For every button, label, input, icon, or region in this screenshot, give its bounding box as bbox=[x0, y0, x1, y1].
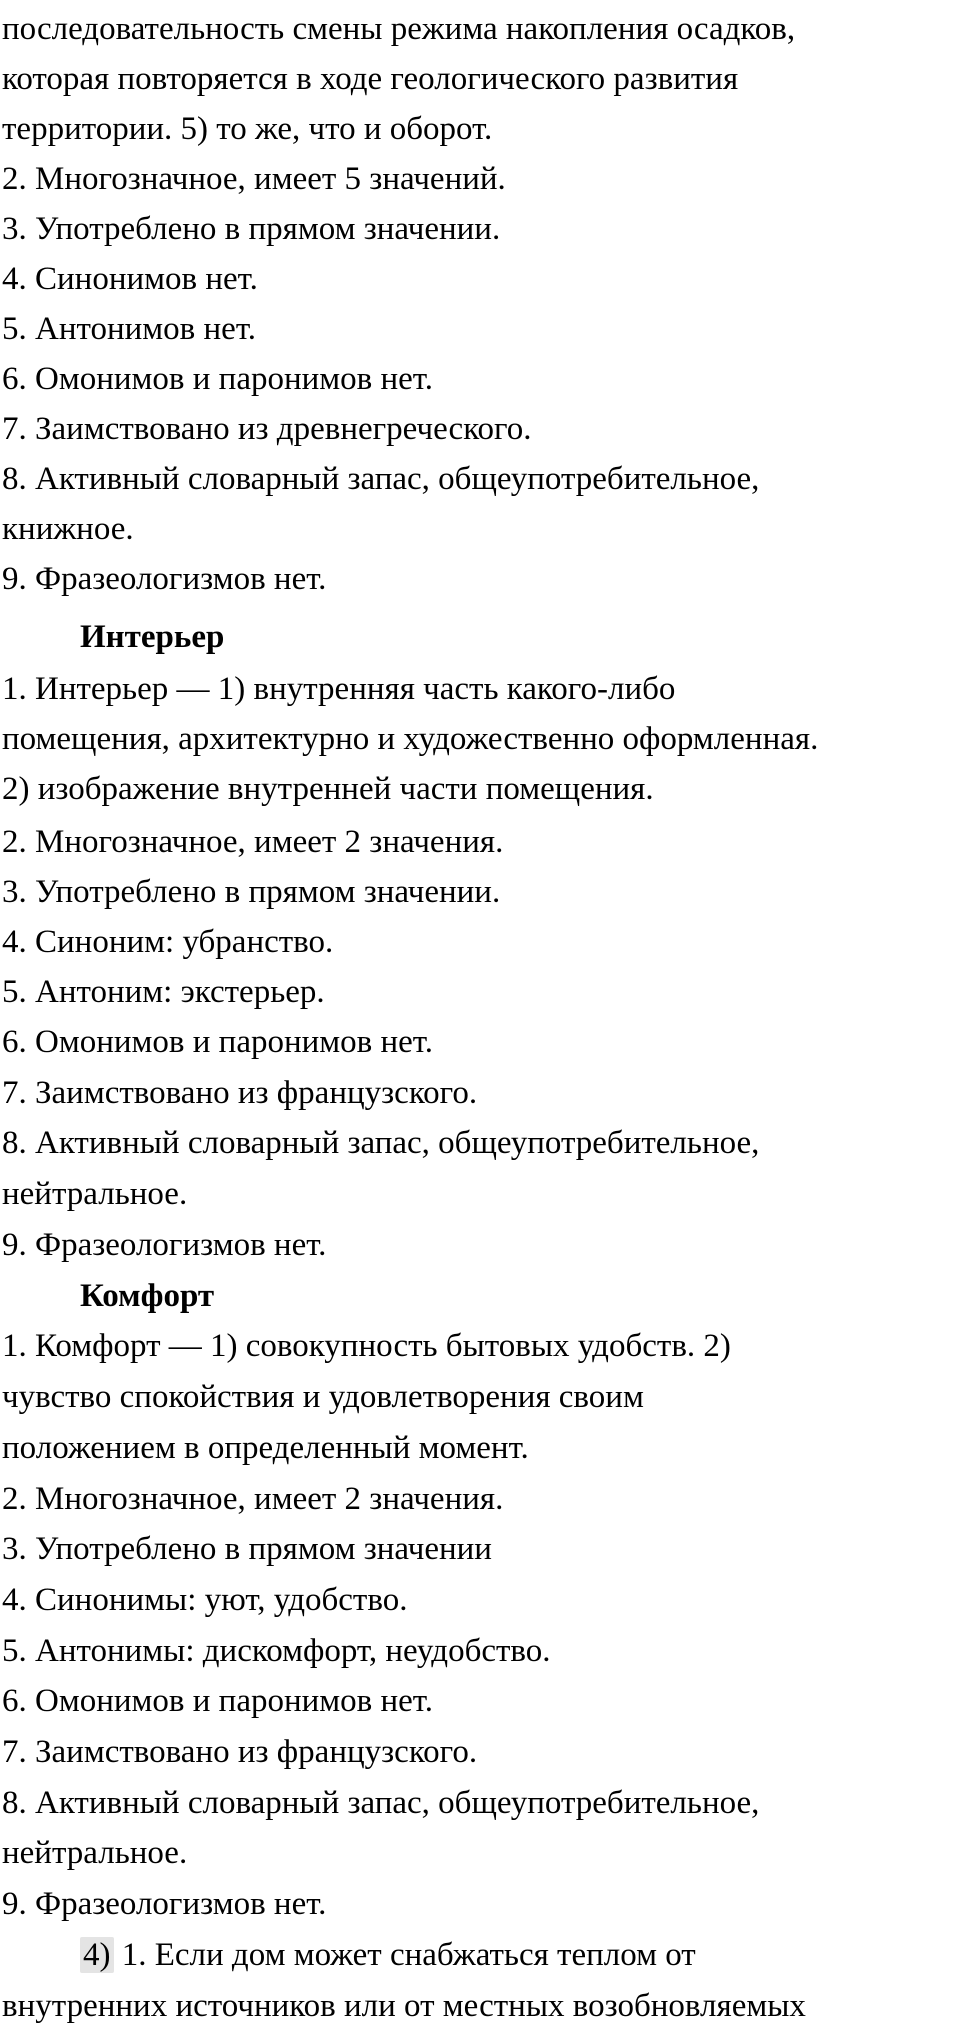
text-line: 4. Синонимы: уют, удобство. bbox=[2, 1582, 408, 1618]
text-line: 8. Активный словарный запас, общеупотребительное, bbox=[2, 1125, 760, 1161]
text-line: положением в определенный момент. bbox=[2, 1430, 529, 1466]
text-line: последовательность смены режима накопления осадков, bbox=[2, 11, 796, 47]
text-line: внутренних источников или от местных возобновляемых bbox=[2, 1988, 806, 2024]
text-line: 5. Антоним: экстерьер. bbox=[2, 974, 325, 1010]
text-line: чувство спокойствия и удовлетворения своим bbox=[2, 1379, 644, 1415]
text-line: которая повторяется в ходе геологического развития bbox=[2, 61, 739, 97]
text-line: 4. Синоним: убранство. bbox=[2, 924, 334, 960]
text-line: 1. Интерьер — 1) внутренняя часть какого-либо bbox=[2, 671, 676, 707]
text-line: 7. Заимствовано из древнегреческого. bbox=[2, 411, 532, 447]
text-line: 1. Комфорт — 1) совокупность бытовых удобств. 2) bbox=[2, 1328, 731, 1364]
text-line: территории. 5) то же, что и оборот. bbox=[2, 111, 493, 147]
text-line: 8. Активный словарный запас, общеупотребительное, bbox=[2, 1785, 760, 1821]
task-number-marker: 4) bbox=[80, 1937, 114, 1973]
text-line: 5. Антонимов нет. bbox=[2, 311, 257, 347]
text-line: 6. Омонимов и паронимов нет. bbox=[2, 1024, 433, 1060]
text-line: 3. Употреблено в прямом значении. bbox=[2, 874, 501, 910]
text-line: нейтральное. bbox=[2, 1835, 188, 1871]
text-line: нейтральное. bbox=[2, 1176, 188, 1212]
text-line: 7. Заимствовано из французского. bbox=[2, 1734, 478, 1770]
text-line: 2. Многозначное, имеет 2 значения. bbox=[2, 824, 504, 860]
text-line: книжное. bbox=[2, 511, 134, 547]
text-line: 7. Заимствовано из французского. bbox=[2, 1075, 478, 1111]
text-line: помещения, архитектурно и художественно оформленная. bbox=[2, 721, 819, 757]
text-line: 4. Синонимов нет. bbox=[2, 261, 258, 297]
text-line: 2. Многозначное, имеет 2 значения. bbox=[2, 1481, 504, 1517]
task-text: 1. Если дом может снабжаться теплом от bbox=[121, 1937, 696, 1973]
text-line: 3. Употреблено в прямом значении bbox=[2, 1531, 492, 1567]
text-line: 8. Активный словарный запас, общеупотребительное, bbox=[2, 461, 760, 497]
text-line: 2. Многозначное, имеет 5 значений. bbox=[2, 161, 506, 197]
text-line: 6. Омонимов и паронимов нет. bbox=[2, 361, 433, 397]
text-line: 9. Фразеологизмов нет. bbox=[2, 1886, 327, 1922]
section-heading: Интерьер bbox=[80, 619, 225, 655]
section-heading: Комфорт bbox=[80, 1278, 215, 1314]
text-line: 2) изображение внутренней части помещения. bbox=[2, 771, 654, 807]
text-line: 9. Фразеологизмов нет. bbox=[2, 1227, 327, 1263]
task-line bbox=[80, 1930, 696, 1980]
text-line: 6. Омонимов и паронимов нет. bbox=[2, 1683, 433, 1719]
text-line: 3. Употреблено в прямом значении. bbox=[2, 211, 501, 247]
text-line: 9. Фразеологизмов нет. bbox=[2, 561, 327, 597]
text-line: 5. Антонимы: дискомфорт, неудобство. bbox=[2, 1633, 551, 1669]
